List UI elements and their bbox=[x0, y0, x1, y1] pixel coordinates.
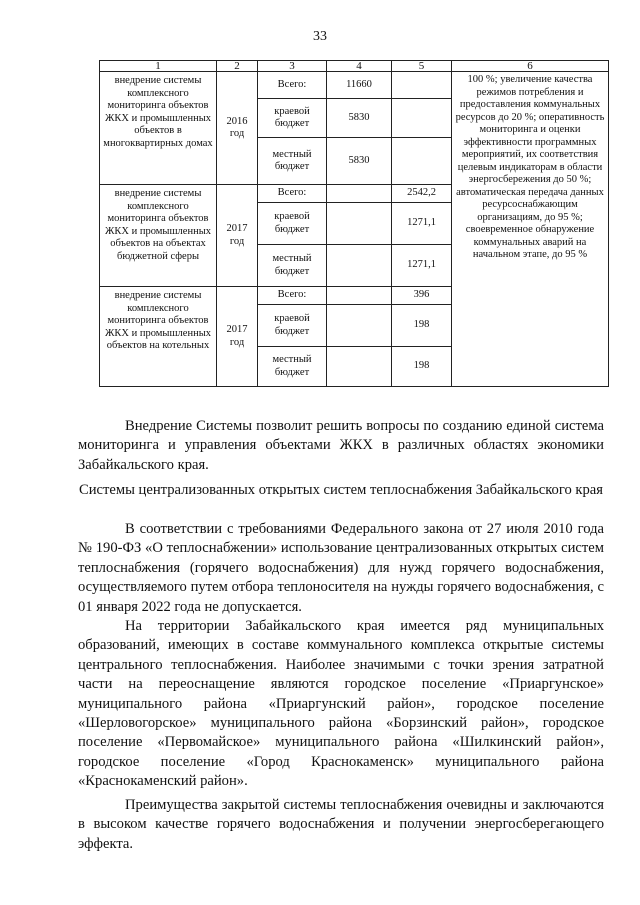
value-cell bbox=[327, 245, 392, 287]
value-cell: 396 bbox=[392, 287, 452, 305]
value-cell bbox=[392, 138, 452, 185]
year-cell: 2017 год bbox=[217, 185, 258, 287]
value-cell bbox=[327, 185, 392, 203]
measure-cell: внедрение системы комплексного мониторинга объектов ЖКХ и промышленных объектов в многоквартирных домах bbox=[100, 72, 217, 185]
value-cell: 1271,1 bbox=[392, 203, 452, 245]
paragraph: Внедрение Системы позволит решить вопросы по созданию единой система мониторинга и управления объектами ЖКХ в различных областях экономики Забайкальского края. bbox=[78, 418, 604, 473]
measure-cell: внедрение системы комплексного мониторинга объектов ЖКХ и промышленных объектов на объектах бюджетной сферы bbox=[100, 185, 217, 287]
value-cell: 198 bbox=[392, 305, 452, 347]
value-cell bbox=[327, 203, 392, 245]
source-cell: краевой бюджет bbox=[258, 203, 327, 245]
value-cell: 5830 bbox=[327, 99, 392, 138]
value-cell bbox=[327, 305, 392, 347]
header-cell: 3 bbox=[258, 61, 327, 72]
measure-cell: внедрение системы комплексного мониторинга объектов ЖКХ и промышленных объектов на котельных bbox=[100, 287, 217, 387]
year-cell: 2016 год bbox=[217, 72, 258, 185]
value-cell bbox=[327, 347, 392, 387]
header-cell: 5 bbox=[392, 61, 452, 72]
paragraph: Преимущества закрытой системы теплоснабжения очевидны и заключаются в высоком качестве горячего водоснабжения и получении энергосберегающего эффекта. bbox=[78, 796, 604, 852]
value-cell: 1271,1 bbox=[392, 245, 452, 287]
table-header-row bbox=[100, 61, 609, 72]
paragraph: В соответствии с требованиями Федерального закона от 27 июля 2010 года № 190-ФЗ «О теплоснабжении» использование централизованных открытых систем теплоснабжения (горячего водоснабжения) для нужд горячего водоснабжения, осуществляемого путем отбора теплоносителя на нужды горячего водоснабжения, с 01 января 2022 года не допускается. bbox=[78, 521, 604, 615]
value-cell: 5830 bbox=[327, 138, 392, 185]
table-row bbox=[100, 72, 609, 99]
source-cell: краевой бюджет bbox=[258, 99, 327, 138]
value-cell: 2542,2 bbox=[392, 185, 452, 203]
value-cell: 198 bbox=[392, 347, 452, 387]
paragraph-intro bbox=[78, 417, 604, 475]
header-cell: 2 bbox=[217, 61, 258, 72]
value-cell bbox=[392, 99, 452, 138]
source-cell: краевой бюджет bbox=[258, 305, 327, 347]
page-number: 33 bbox=[313, 29, 327, 44]
value-cell bbox=[327, 287, 392, 305]
source-cell: Всего: bbox=[258, 287, 327, 305]
result-cell: 100 %; увеличение качества режимов потребления и предоставления коммунальных ресурсов до 20 %; оперативность мониторинга и оценки эффективности программных мероприятий, их соответствия целевым индикаторам в области энергосбережения до 50 %; автоматическая передача данных ресурсоснабжающим организациям, до 95 %; своевременное обнаружение коммунальных аварий на начальном этапе, до 95 % bbox=[452, 72, 609, 387]
value-cell: 11660 bbox=[327, 72, 392, 99]
paragraph: На территории Забайкальского края имеется ряд муниципальных образований, имеющих в составе коммунального комплекса открытые системы центрального теплоснабжения. Наиболее значимыми с точки зрения затратной части на переоснащение являются городское поселение «Приаргунское» муниципального района «Приаргунский район», городское поселение «Шерловогорское» муниципального района «Борзинский район», городское поселение «Первомайское» муниципального района «Шилкинский район», городское поселение «Город Краснокаменск» муниципального района «Краснокаменский район». bbox=[78, 618, 604, 790]
source-cell: Всего: bbox=[258, 185, 327, 203]
section-title: Системы централизованных открытых систем теплоснабжения Забайкальского края bbox=[78, 482, 603, 498]
body-text bbox=[78, 520, 604, 854]
source-cell: местный бюджет bbox=[258, 347, 327, 387]
year-cell: 2017 год bbox=[217, 287, 258, 387]
source-cell: Всего: bbox=[258, 72, 327, 99]
measures-table bbox=[99, 60, 609, 387]
source-cell: местный бюджет bbox=[258, 138, 327, 185]
header-cell: 1 bbox=[100, 61, 217, 72]
value-cell bbox=[392, 72, 452, 99]
header-cell: 6 bbox=[452, 61, 609, 72]
header-cell: 4 bbox=[327, 61, 392, 72]
source-cell: местный бюджет bbox=[258, 245, 327, 287]
